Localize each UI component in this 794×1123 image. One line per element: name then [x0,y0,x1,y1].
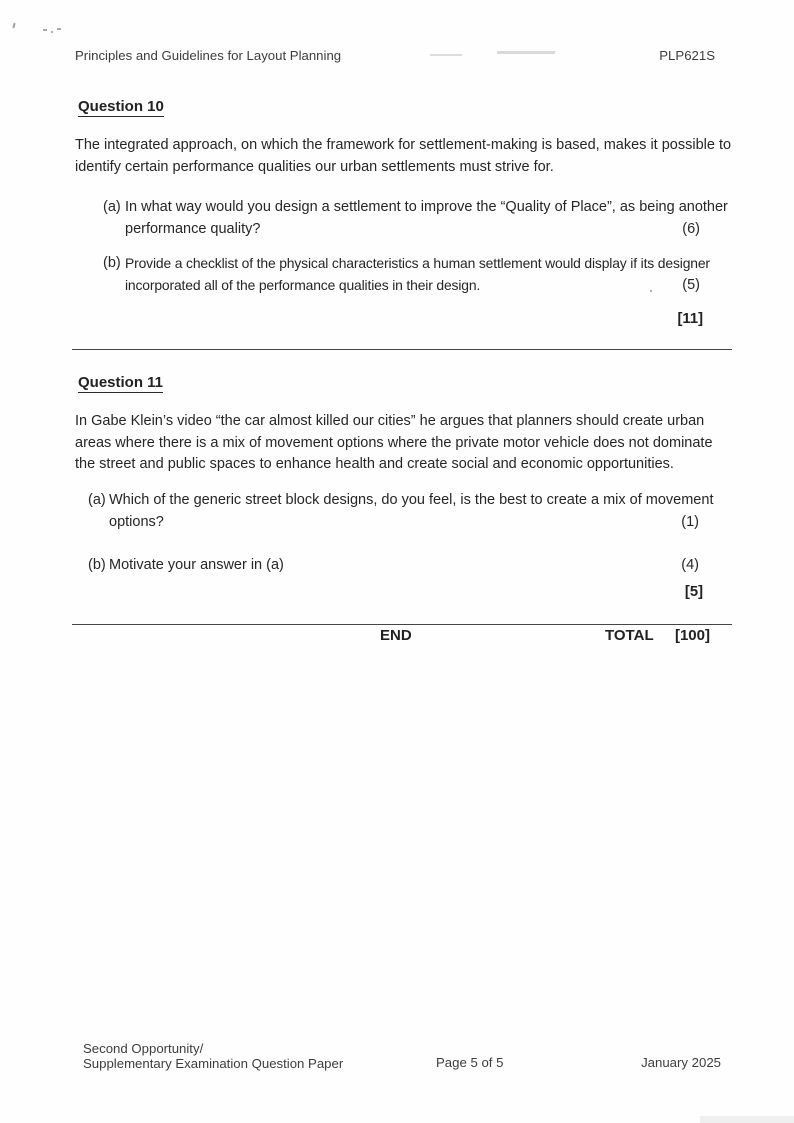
part-text-line: Provide a checklist of the physical characteristics a human settlement would display if its designer [125,255,710,271]
intro-line: identify certain performance qualities our urban settlements must strive for. [75,158,554,175]
header-course-code: PLP621S [659,48,715,63]
scan-artifact [12,23,15,28]
question-10-part-a [103,196,743,240]
part-marks: (6) [682,221,700,237]
intro-line: areas where there is a mix of movement options where the private motor vehicle does not dominate [75,434,713,451]
question-11-intro [75,411,713,476]
intro-line: The integrated approach, on which the framework for settlement-making is based, makes it possible to [75,137,732,153]
end-label: END [380,627,412,644]
question-10-intro [75,135,731,178]
part-text-line: performance quality? [125,221,261,237]
part-text-line: In what way would you design a settlement to improve the “Quality of Place”, as being another [125,199,728,215]
part-text-line: incorporated all of the performance qualities in their design. [125,277,481,293]
scan-artifact [51,31,53,33]
total-marks: [100] [674,627,710,644]
footer-exam-type [83,1041,343,1071]
header-course-title: Principles and Guidelines for Layout Planning [75,48,342,63]
question-11-total-marks: [5] [684,584,703,600]
intro-line: the street and public spaces to enhance health and create social and economic opportunities. [75,456,674,472]
scan-artifact [57,28,61,30]
part-label: (a) [103,199,121,215]
total-label: TOTAL [605,627,654,644]
footer-date: January 2025 [641,1055,721,1070]
question-10-part-b [103,252,743,296]
footer-exam-type-line1: Second Opportunity/ [83,1041,204,1056]
scan-artifact [43,29,47,31]
intro-line: In Gabe Klein’s video “the car almost killed our cities” he argues that planners should create urban [75,413,705,429]
scan-artifact [497,51,555,54]
question-10-title: Question 10 [78,98,164,115]
part-label: (a) [88,492,106,508]
footer-page-number: Page 5 of 5 [436,1055,504,1070]
part-text-line: Motivate your answer in (a) [109,557,284,573]
footer-exam-type-line2: Supplementary Examination Question Paper [83,1056,344,1071]
question-11-title: Question 11 [78,374,164,391]
part-marks: (4) [681,557,699,573]
question-10-total-marks: [11] [677,311,703,327]
scan-artifact [650,290,652,292]
part-text-line: options? [109,514,164,530]
end-divider [72,624,732,625]
question-11-part-b [88,554,743,576]
question-11-part-a [88,489,743,533]
part-marks: (5) [682,277,700,293]
part-label: (b) [88,557,106,573]
part-text-line: Which of the generic street block designs, do you feel, is the best to create a mix of movement [109,492,714,508]
section-divider [72,349,732,350]
part-marks: (1) [681,514,699,530]
part-label: (b) [103,255,121,271]
scan-artifact [430,54,462,56]
scan-artifact [700,1116,794,1123]
